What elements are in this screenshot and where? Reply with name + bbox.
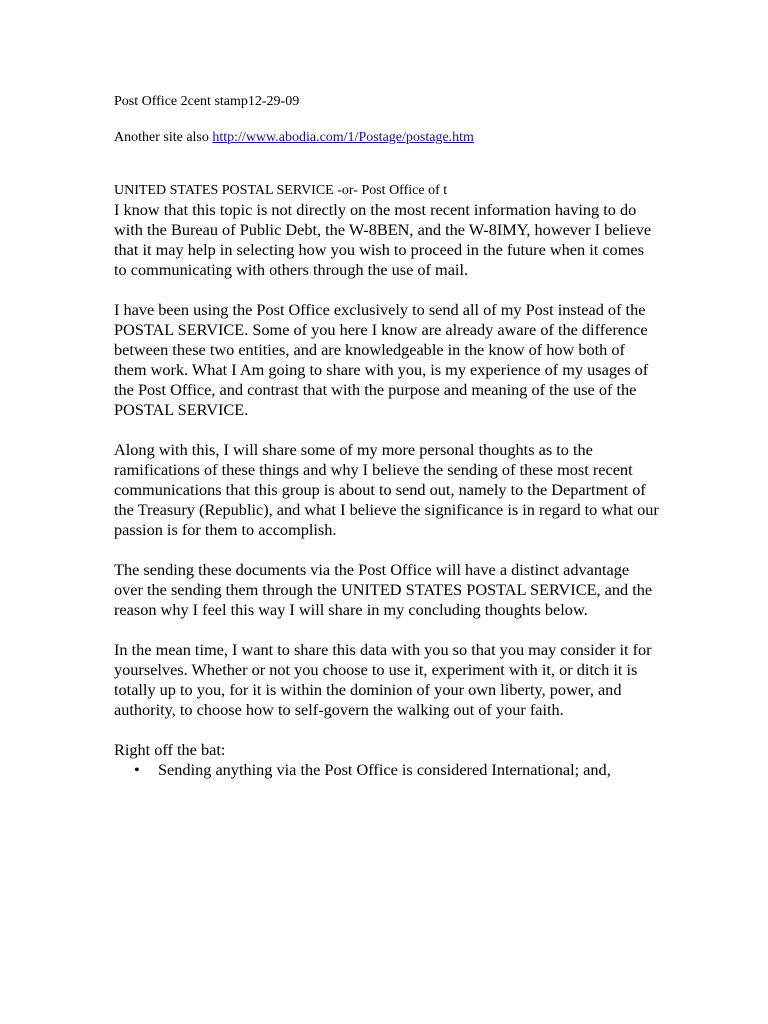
list-item bbox=[134, 760, 659, 780]
paragraph-advantage: The sending these documents via the Post Office will have a distinct advantage over the sending them through the UNITED STATES POSTAL SERVICE, and the reason why I feel this way I will share in my concluding thoughts below. bbox=[114, 560, 653, 619]
usps-heading-line: UNITED STATES POSTAL SERVICE -or- Post Office of t bbox=[114, 183, 448, 198]
site-reference-prefix: Another site also bbox=[114, 130, 213, 145]
document-title-line: Post Office 2cent stamp12-29-09 bbox=[114, 94, 300, 109]
paragraph-post-office-usage: I have been using the Post Office exclusively to send all of my Post instead of the POSTAL SERVICE. Some of you here I know are already aware of the difference between these two entities, and are knowledgeable in the know of how both of them work. What I Am going to share with you, is my experience of my usages of the Post Office, and contrast that with the purpose and meaning of the use of the POSTAL SERVICE. bbox=[114, 300, 649, 419]
bullet-list bbox=[114, 760, 659, 780]
abodia-postage-link[interactable]: http://www.abodia.com/1/Postage/postage.htm bbox=[212, 130, 474, 145]
paragraph-personal-thoughts: Along with this, I will share some of my more personal thoughts as to the ramifications of these things and why I believe the sending of these most recent communications that this group is about to send out, namely to the Department of the Treasury (Republic), and what I believe the significance is in regard to what our passion is for them to accomplish. bbox=[114, 440, 659, 539]
site-reference-line bbox=[114, 129, 474, 147]
paragraph-intro: I know that this topic is not directly on the most recent information having to do with the Bureau of Public Debt, the W-8BEN, and the W-8IMY, however I believe that it may help in selecting how you wish to proceed in the future when it comes to communicating with others through the use of mail. bbox=[114, 200, 652, 279]
bullet-icon: • bbox=[134, 760, 140, 779]
list-item-text: Sending anything via the Post Office is considered International; and, bbox=[158, 760, 611, 779]
document-body bbox=[114, 200, 659, 780]
paragraph-mean-time: In the mean time, I want to share this data with you so that you may consider it for yourselves. Whether or not you choose to use it, experiment with it, or ditch it is totally up to you, for it is within the dominion of your own liberty, power, and authority, to choose how to self-govern the walking out of your faith. bbox=[114, 640, 652, 719]
list-intro: Right off the bat: bbox=[114, 740, 226, 759]
